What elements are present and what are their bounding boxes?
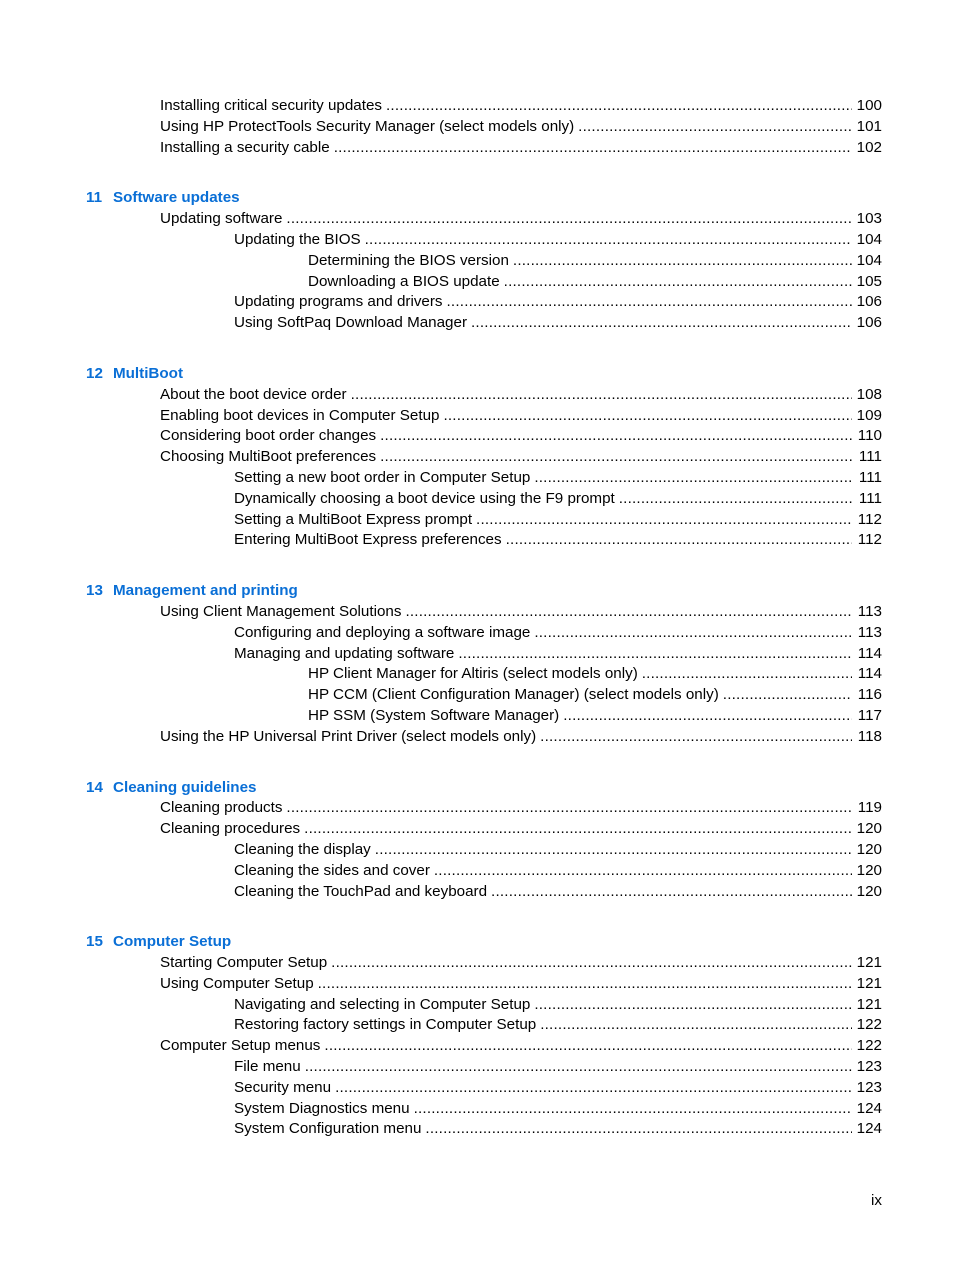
dot-leader	[286, 798, 852, 819]
toc-entry[interactable]	[0, 230, 954, 251]
dot-leader	[318, 974, 852, 995]
toc-entry-label: About the boot device order	[160, 385, 347, 403]
toc-entry[interactable]	[0, 798, 954, 819]
toc-entry-page: 119	[857, 799, 882, 817]
toc-entry-label: System Configuration menu	[234, 1120, 422, 1138]
toc-entry-label: Using the HP Universal Print Driver (select models only)	[160, 727, 537, 745]
toc-entry-page: 110	[857, 427, 882, 445]
dot-leader	[447, 292, 852, 313]
toc-entry-page: 120	[856, 820, 882, 838]
dot-leader	[476, 510, 852, 531]
dot-leader	[434, 861, 852, 882]
toc-entry[interactable]	[0, 385, 954, 406]
dot-leader	[642, 664, 852, 685]
toc-entry[interactable]	[0, 727, 954, 748]
toc-entry-page: 112	[857, 510, 882, 528]
toc-entry-page: 111	[858, 448, 882, 466]
dot-leader	[380, 447, 852, 468]
toc-entry-label: Entering MultiBoot Express preferences	[234, 531, 502, 549]
chapter-heading[interactable]	[0, 188, 954, 209]
toc-entry-page: 122	[856, 1037, 882, 1055]
chapter-number: 12	[86, 364, 103, 382]
toc-entry-page: 100	[856, 97, 882, 114]
toc-entry-label: Configuring and deploying a software image	[234, 623, 531, 641]
toc-entry-label: Managing and updating software	[234, 644, 455, 662]
chapter-title: Computer Setup	[113, 933, 232, 951]
toc-entry-page: 111	[858, 489, 882, 507]
toc-entry-page: 118	[857, 727, 882, 745]
dot-leader	[540, 727, 852, 748]
toc-entry[interactable]	[0, 1078, 954, 1099]
toc-entry[interactable]	[0, 530, 954, 551]
toc-entry[interactable]	[0, 861, 954, 882]
dot-leader	[506, 530, 852, 551]
toc-entry-label: Installing critical security updates	[160, 97, 383, 114]
dot-leader	[513, 251, 852, 272]
toc-entry-page: 102	[856, 138, 882, 156]
toc-entry[interactable]	[0, 1099, 954, 1120]
toc-entry[interactable]	[0, 272, 954, 293]
chapter-title: Software updates	[113, 189, 240, 207]
toc-entry-page: 121	[856, 974, 882, 992]
dot-leader	[304, 819, 852, 840]
toc-entry[interactable]	[0, 664, 954, 685]
toc-entry[interactable]	[0, 1119, 954, 1140]
toc-entry[interactable]	[0, 96, 954, 117]
chapter-title: Management and printing	[113, 582, 298, 600]
toc-entry-page: 114	[857, 644, 882, 662]
toc-entry-label: Cleaning the display	[234, 840, 371, 858]
toc-entry-page: 120	[856, 840, 882, 858]
toc-entry-page: 108	[856, 385, 882, 403]
toc-entry-label: Considering boot order changes	[160, 427, 377, 445]
dot-leader	[334, 138, 852, 159]
toc-entry[interactable]	[0, 1036, 954, 1057]
dot-leader	[305, 1057, 852, 1078]
toc-entry[interactable]	[0, 1015, 954, 1036]
toc-entry-page: 109	[856, 406, 882, 424]
toc-entry-page: 123	[856, 1058, 882, 1076]
toc-entry-label: Determining the BIOS version	[308, 251, 509, 269]
toc-entry-label: Computer Setup menus	[160, 1037, 321, 1055]
dot-leader	[723, 685, 852, 706]
toc-entry-page: 105	[856, 272, 882, 290]
toc-entry-page: 120	[856, 861, 882, 879]
toc-entry-label: HP Client Manager for Altiris (select models only)	[308, 665, 638, 683]
toc-entry-label: Cleaning the TouchPad and keyboard	[234, 882, 488, 900]
dot-leader	[443, 406, 852, 427]
toc-entry[interactable]	[0, 840, 954, 861]
dot-leader	[286, 209, 852, 230]
toc-entry[interactable]	[0, 406, 954, 427]
toc-entry[interactable]	[0, 251, 954, 272]
dot-leader	[386, 96, 852, 117]
chapter-number: 11	[86, 189, 103, 207]
toc-entry-label: Updating the BIOS	[234, 230, 361, 248]
toc-entry-page: 121	[856, 995, 882, 1013]
toc-entry-label: Setting a MultiBoot Express prompt	[234, 510, 473, 528]
toc-entry[interactable]	[0, 706, 954, 727]
dot-leader	[351, 385, 852, 406]
dot-leader	[425, 1119, 852, 1140]
toc-entry-label: Cleaning procedures	[160, 820, 301, 838]
dot-leader	[324, 1036, 852, 1057]
toc-entry[interactable]	[0, 489, 954, 510]
toc-entry-label: Setting a new boot order in Computer Setup	[234, 468, 531, 486]
toc-entry[interactable]	[0, 644, 954, 665]
toc-entry-label: Choosing MultiBoot preferences	[160, 448, 377, 466]
toc-entry[interactable]	[0, 819, 954, 840]
toc-entry-page: 113	[857, 602, 882, 620]
toc-entry-label: Navigating and selecting in Computer Setup	[234, 995, 531, 1013]
toc-entry-label: Updating software	[160, 210, 283, 228]
toc-entry-page: 124	[856, 1099, 882, 1117]
chapter-number: 14	[86, 778, 103, 796]
toc-entry-label: Cleaning the sides and cover	[234, 861, 430, 879]
toc-entry[interactable]	[0, 685, 954, 706]
toc-entry[interactable]	[0, 623, 954, 644]
toc-entry[interactable]	[0, 209, 954, 230]
dot-leader	[578, 117, 852, 138]
dot-leader	[365, 230, 852, 251]
toc-entry-page: 120	[856, 882, 882, 900]
toc-entry[interactable]	[0, 882, 954, 903]
dot-leader	[375, 840, 852, 861]
dot-leader	[414, 1099, 852, 1120]
dot-leader	[534, 623, 852, 644]
toc-entry-label: Using HP ProtectTools Security Manager (select models only)	[160, 117, 575, 135]
dot-leader	[335, 1078, 852, 1099]
toc-entry-page: 112	[857, 531, 882, 549]
dot-leader	[380, 426, 852, 447]
toc-entry[interactable]	[0, 510, 954, 531]
chapter-heading[interactable]	[0, 778, 954, 799]
page-number: ix	[871, 1192, 882, 1209]
table-of-contents	[0, 96, 954, 1140]
chapter-number: 15	[86, 933, 103, 951]
toc-entry-page: 106	[856, 314, 882, 332]
chapter-number: 13	[86, 582, 103, 600]
toc-entry[interactable]	[0, 995, 954, 1016]
toc-entry[interactable]	[0, 292, 954, 313]
toc-entry[interactable]	[0, 426, 954, 447]
toc-entry-label: Cleaning products	[160, 799, 283, 817]
toc-entry-page: 101	[856, 117, 882, 135]
toc-entry-page: 103	[856, 210, 882, 228]
chapter-heading[interactable]	[0, 932, 954, 953]
chapter-title: MultiBoot	[113, 364, 184, 382]
toc-entry-label: HP CCM (Client Configuration Manager) (select models only)	[308, 686, 719, 704]
toc-entry[interactable]	[0, 953, 954, 974]
toc-entry-label: Enabling boot devices in Computer Setup	[160, 406, 440, 424]
toc-entry[interactable]	[0, 313, 954, 334]
toc-entry-label: Updating programs and drivers	[234, 293, 443, 311]
toc-entry-label: Installing a security cable	[160, 138, 330, 156]
toc-entry[interactable]	[0, 1057, 954, 1078]
toc-entry[interactable]	[0, 974, 954, 995]
toc-entry-label: HP SSM (System Software Manager)	[308, 706, 560, 724]
toc-entry-page: 104	[856, 251, 882, 269]
toc-entry-page: 111	[858, 468, 882, 486]
dot-leader	[504, 272, 852, 293]
toc-entry-page: 104	[856, 230, 882, 248]
dot-leader	[331, 953, 852, 974]
toc-entry-page: 106	[856, 293, 882, 311]
chapter-heading[interactable]	[0, 581, 954, 602]
toc-entry-label: Using Client Management Solutions	[160, 602, 402, 620]
toc-entry-label: Restoring factory settings in Computer Setup	[234, 1016, 537, 1034]
toc-entry[interactable]	[0, 602, 954, 623]
toc-entry-label: Dynamically choosing a boot device using the F9 prompt	[234, 489, 615, 507]
toc-entry-label: Using Computer Setup	[160, 974, 314, 992]
dot-leader	[534, 468, 852, 489]
dot-leader	[534, 995, 852, 1016]
toc-entry-label: Downloading a BIOS update	[308, 272, 500, 290]
toc-entry-page: 124	[856, 1120, 882, 1138]
toc-entry[interactable]	[0, 447, 954, 468]
chapter-heading[interactable]	[0, 364, 954, 385]
toc-entry-page: 114	[857, 665, 882, 683]
toc-entry[interactable]	[0, 117, 954, 138]
toc-entry-page: 121	[856, 954, 882, 972]
toc-entry-page: 117	[857, 706, 882, 724]
toc-entry-label: Starting Computer Setup	[160, 954, 328, 972]
toc-entry-page: 123	[856, 1078, 882, 1096]
dot-leader	[491, 882, 852, 903]
toc-entry-label: File menu	[234, 1058, 301, 1076]
dot-leader	[619, 489, 852, 510]
toc-entry-page: 113	[857, 623, 882, 641]
dot-leader	[405, 602, 852, 623]
chapter-title: Cleaning guidelines	[113, 778, 257, 796]
toc-entry-label: Using SoftPaq Download Manager	[234, 314, 468, 332]
dot-leader	[458, 644, 852, 665]
toc-entry[interactable]	[0, 138, 954, 159]
toc-entry[interactable]	[0, 468, 954, 489]
toc-entry-page: 122	[856, 1016, 882, 1034]
toc-entry-page: 116	[857, 686, 882, 704]
dot-leader	[563, 706, 852, 727]
dot-leader	[471, 313, 852, 334]
dot-leader	[540, 1015, 852, 1036]
toc-entry-label: System Diagnostics menu	[234, 1099, 410, 1117]
toc-entry-label: Security menu	[234, 1078, 332, 1096]
